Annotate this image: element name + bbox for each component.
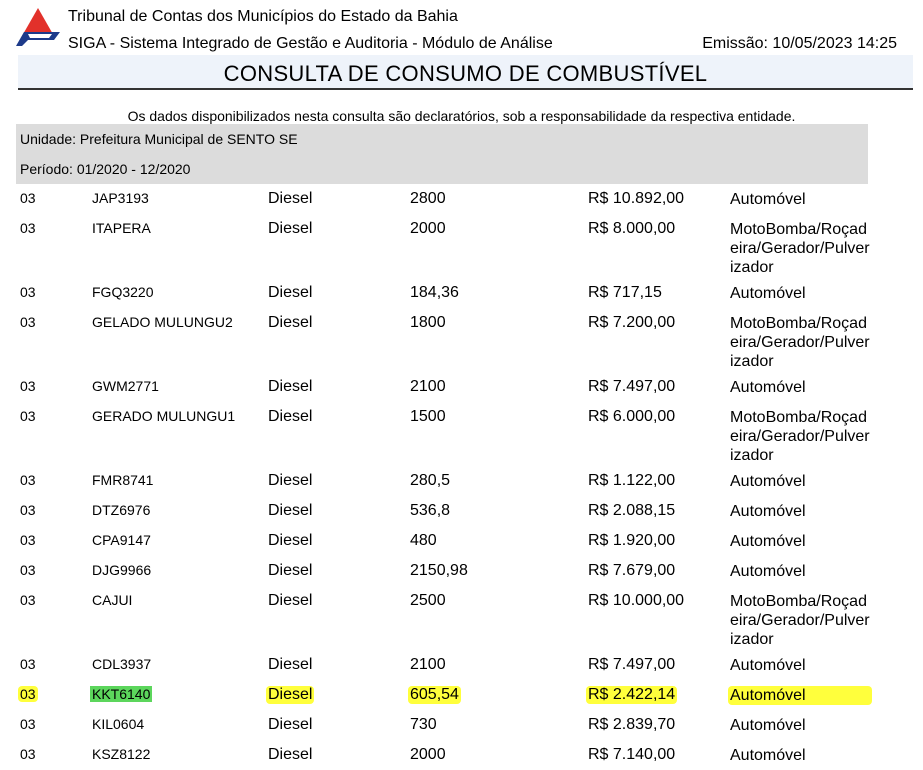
value-cell: R$ 2.422,14 xyxy=(588,686,676,703)
table-row xyxy=(0,466,923,496)
vehicle-type-cell: Automóvel xyxy=(730,473,806,490)
fuel-cell: Diesel xyxy=(268,190,313,207)
month-cell: 03 xyxy=(20,656,36,672)
quantity-cell: 2000 xyxy=(410,746,446,763)
value-cell: R$ 8.000,00 xyxy=(588,220,676,237)
quantity-cell: 605,54 xyxy=(410,686,459,703)
table-row xyxy=(0,214,923,278)
value-cell: R$ 2.839,70 xyxy=(588,716,676,733)
table-row xyxy=(0,680,923,710)
value-cell: R$ 6.000,00 xyxy=(588,408,676,425)
value-cell: R$ 1.122,00 xyxy=(588,472,676,489)
month-cell: 03 xyxy=(20,408,36,424)
fuel-cell: Diesel xyxy=(268,284,313,301)
table-row xyxy=(0,278,923,308)
month-cell: 03 xyxy=(20,746,36,762)
vehicle-type-cell: MotoBomba/Roçadeira/Gerador/Pulverizador xyxy=(730,409,870,464)
value-cell: R$ 717,15 xyxy=(588,284,662,301)
table-row xyxy=(0,402,923,466)
value-cell: R$ 7.200,00 xyxy=(588,314,676,331)
vehicle-type-cell: Automóvel xyxy=(730,747,806,764)
unidade-label: Unidade: Prefeitura Municipal de SENTO SE xyxy=(16,124,868,154)
value-cell: R$ 2.088,15 xyxy=(588,502,676,519)
month-cell: 03 xyxy=(20,562,36,578)
vehicle-type-cell: MotoBomba/Roçadeira/Gerador/Pulverizador xyxy=(730,593,870,648)
plate-cell: DJG9966 xyxy=(92,562,152,578)
fuel-cell: Diesel xyxy=(268,378,313,395)
plate-cell: GWM2771 xyxy=(92,378,159,394)
table-row xyxy=(0,184,923,214)
fuel-cell: Diesel xyxy=(268,562,313,579)
fuel-cell: Diesel xyxy=(268,532,313,549)
plate-cell: GERADO MULUNGU1 xyxy=(92,408,236,424)
plate-cell: FMR8741 xyxy=(92,472,154,488)
quantity-cell: 2500 xyxy=(410,592,446,609)
tcm-logo xyxy=(14,6,62,48)
month-cell: 03 xyxy=(20,378,36,394)
organization-name: Tribunal de Contas dos Municípios do Estado da Bahia xyxy=(68,8,458,25)
fuel-cell: Diesel xyxy=(268,220,313,237)
disclaimer-text: Os dados disponibilizados nesta consulta são declaratórios, sob a responsabilidade da respectiva entidade. xyxy=(127,108,796,124)
month-cell: 03 xyxy=(20,686,36,702)
table-row xyxy=(0,496,923,526)
value-cell: R$ 7.497,00 xyxy=(588,656,676,673)
table-row xyxy=(0,650,923,680)
value-cell: R$ 10.000,00 xyxy=(588,592,685,609)
fuel-cell: Diesel xyxy=(268,472,313,489)
periodo-label: Período: 01/2020 - 12/2020 xyxy=(16,154,868,184)
quantity-cell: 536,8 xyxy=(410,502,451,519)
quantity-cell: 480 xyxy=(410,532,437,549)
emission-date: Emissão: 10/05/2023 14:25 xyxy=(702,35,897,52)
month-cell: 03 xyxy=(20,532,36,548)
page-title: CONSULTA DE CONSUMO DE COMBUSTÍVEL xyxy=(18,55,913,90)
month-cell: 03 xyxy=(20,502,36,518)
fuel-consumption-table xyxy=(0,184,923,770)
quantity-cell: 2100 xyxy=(410,656,446,673)
value-cell: R$ 10.892,00 xyxy=(588,190,685,207)
quantity-cell: 2150,98 xyxy=(410,562,468,579)
plate-cell: KIL0604 xyxy=(92,716,145,732)
fuel-cell: Diesel xyxy=(268,656,313,673)
table-row xyxy=(0,372,923,402)
plate-cell: FGQ3220 xyxy=(92,284,154,300)
value-cell: R$ 7.679,00 xyxy=(588,562,676,579)
vehicle-type-cell: Automóvel xyxy=(730,285,806,302)
vehicle-type-cell: Automóvel xyxy=(730,379,806,396)
vehicle-type-cell: Automóvel xyxy=(730,563,806,580)
vehicle-type-cell: Automóvel xyxy=(730,657,806,674)
month-cell: 03 xyxy=(20,592,36,608)
fuel-cell: Diesel xyxy=(268,502,313,519)
table-row xyxy=(0,556,923,586)
month-cell: 03 xyxy=(20,472,36,488)
month-cell: 03 xyxy=(20,190,36,206)
month-cell: 03 xyxy=(20,314,36,330)
month-cell: 03 xyxy=(20,716,36,732)
vehicle-type-cell: MotoBomba/Roçadeira/Gerador/Pulverizador xyxy=(730,315,870,370)
value-cell: R$ 7.497,00 xyxy=(588,378,676,395)
quantity-cell: 2800 xyxy=(410,190,446,207)
table-row xyxy=(0,308,923,372)
table-row xyxy=(0,710,923,740)
plate-cell: GELADO MULUNGU2 xyxy=(92,314,233,330)
vehicle-type-cell: Automóvel xyxy=(730,533,806,550)
fuel-cell: Diesel xyxy=(268,746,313,763)
plate-cell: JAP3193 xyxy=(92,190,149,206)
plate-cell: CAJUI xyxy=(92,592,133,608)
value-cell: R$ 1.920,00 xyxy=(588,532,676,549)
quantity-cell: 2100 xyxy=(410,378,446,395)
quantity-cell: 280,5 xyxy=(410,472,451,489)
quantity-cell: 730 xyxy=(410,716,437,733)
plate-cell: ITAPERA xyxy=(92,220,151,236)
quantity-cell: 184,36 xyxy=(410,284,459,301)
plate-cell: KKT6140 xyxy=(92,686,151,702)
quantity-cell: 1800 xyxy=(410,314,446,331)
vehicle-type-cell: MotoBomba/Roçadeira/Gerador/Pulverizador xyxy=(730,221,870,276)
system-name: SIGA - Sistema Integrado de Gestão e Auditoria - Módulo de Análise xyxy=(68,35,553,52)
vehicle-type-cell: Automóvel xyxy=(728,686,872,705)
plate-cell: DTZ6976 xyxy=(92,502,151,518)
quantity-cell: 2000 xyxy=(410,220,446,237)
fuel-cell: Diesel xyxy=(268,314,313,331)
fuel-cell: Diesel xyxy=(268,408,313,425)
month-cell: 03 xyxy=(20,284,36,300)
fuel-cell: Diesel xyxy=(268,592,313,609)
fuel-cell: Diesel xyxy=(268,716,313,733)
plate-cell: CPA9147 xyxy=(92,532,151,548)
plate-cell: CDL3937 xyxy=(92,656,152,672)
table-row xyxy=(0,740,923,770)
plate-cell: KSZ8122 xyxy=(92,746,151,762)
value-cell: R$ 7.140,00 xyxy=(588,746,676,763)
vehicle-type-cell: Automóvel xyxy=(730,503,806,520)
quantity-cell: 1500 xyxy=(410,408,446,425)
vehicle-type-cell: Automóvel xyxy=(730,191,806,208)
table-row xyxy=(0,526,923,556)
vehicle-type-cell: Automóvel xyxy=(730,717,806,734)
fuel-cell: Diesel xyxy=(268,686,313,703)
table-row xyxy=(0,586,923,650)
month-cell: 03 xyxy=(20,220,36,236)
